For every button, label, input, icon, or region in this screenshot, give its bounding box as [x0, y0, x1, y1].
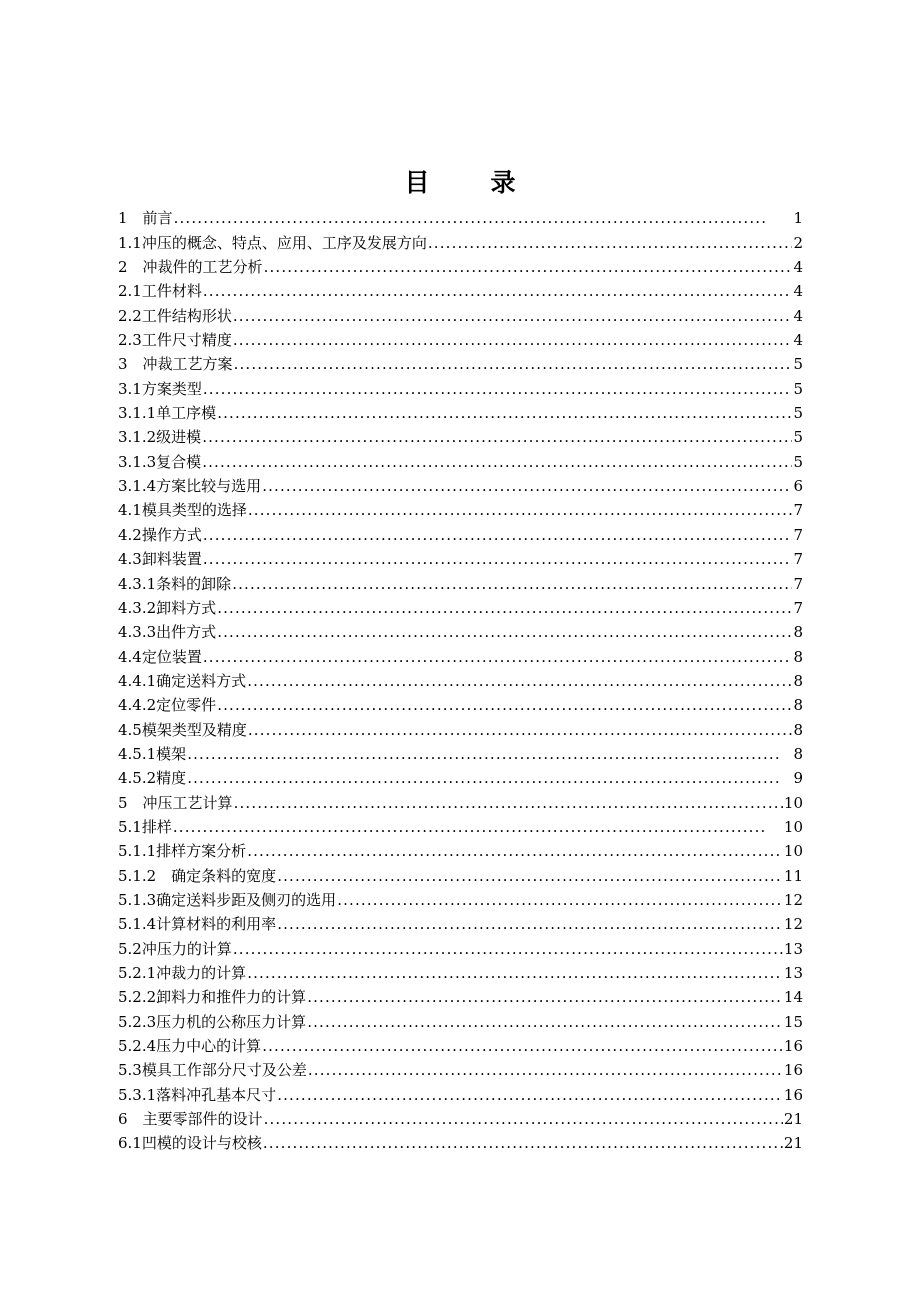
toc-page-number: 4 [793, 306, 803, 325]
toc-entry-number: 4.1 [118, 501, 142, 520]
toc-entry-label: 方案类型 [141, 379, 202, 398]
toc-dot-leader [277, 914, 783, 934]
toc-entry-label: 排样 [141, 817, 172, 836]
toc-dot-leader [233, 306, 793, 326]
toc-entry[interactable] [118, 1056, 803, 1080]
toc-entry[interactable] [118, 642, 803, 666]
toc-entry[interactable] [118, 447, 803, 471]
toc-entry-label: 工件尺寸精度 [141, 331, 232, 350]
toc-page-number: 5 [793, 452, 803, 471]
toc-dot-leader [264, 257, 793, 277]
toc-page-number: 8 [793, 647, 803, 666]
toc-entry-label: 冲压工艺计算 [142, 793, 233, 812]
toc-page-number: 10 [783, 793, 803, 812]
toc-page-number: 8 [793, 623, 803, 642]
toc-dot-leader [217, 622, 792, 642]
toc-entry[interactable] [118, 1007, 803, 1031]
toc-entry-label: 确定送料方式 [156, 671, 247, 690]
toc-entry-label: 确定条料的宽度 [171, 866, 277, 885]
toc-page-number: 1 [793, 209, 803, 228]
toc-entry-number: 3 [118, 355, 143, 374]
toc-dot-leader [262, 1036, 783, 1056]
toc-entry-number: 2.1 [118, 282, 142, 301]
toc-entry[interactable] [118, 691, 803, 715]
toc-dot-leader [263, 1133, 783, 1153]
toc-entry-label: 模具工作部分尺寸及公差 [141, 1061, 307, 1080]
toc-entry-label: 模架 [156, 744, 187, 763]
toc-entry[interactable] [118, 910, 803, 934]
toc-entry[interactable] [118, 1105, 803, 1129]
toc-page-number: 7 [793, 501, 803, 520]
toc-dot-leader [187, 768, 792, 788]
toc-entry-label: 确定送料步距及侧刃的选用 [156, 890, 337, 909]
toc-entry[interactable] [118, 813, 803, 837]
toc-page-number: 7 [793, 598, 803, 617]
toc-dot-leader [233, 330, 793, 350]
toc-entry[interactable] [118, 861, 803, 885]
toc-entry-number: 5.2.3 [118, 1012, 157, 1031]
toc-entry-number: 4.3.1 [118, 574, 157, 593]
toc-page-number: 4 [793, 258, 803, 277]
toc-entry-label: 精度 [156, 769, 187, 788]
toc-entry[interactable] [118, 764, 803, 788]
toc-entry[interactable] [118, 569, 803, 593]
toc-entry-number: 5.1.2 [118, 866, 172, 885]
toc-dot-leader [428, 233, 793, 253]
toc-entry-label: 压力中心的计算 [156, 1037, 262, 1056]
toc-entry-label: 工件结构形状 [141, 306, 232, 325]
toc-dot-leader [173, 817, 783, 837]
toc-entry[interactable] [118, 326, 803, 350]
toc-entry-label: 级进模 [156, 428, 202, 447]
toc-dot-leader [203, 549, 793, 569]
toc-entry[interactable] [118, 399, 803, 423]
toc-entry[interactable] [118, 1032, 803, 1056]
toc-entry-number: 5 [118, 793, 143, 812]
toc-entry[interactable] [118, 618, 803, 642]
toc-dot-leader [307, 987, 783, 1007]
toc-entry-label: 冲裁工艺方案 [142, 355, 233, 374]
toc-entry-number: 5.3.1 [118, 1085, 157, 1104]
toc-page-number: 4 [793, 282, 803, 301]
toc-entry-label: 卸料力和推件力的计算 [156, 988, 307, 1007]
toc-entry-number: 3.1.1 [118, 404, 157, 423]
toc-page-number: 7 [793, 574, 803, 593]
toc-dot-leader [264, 1109, 783, 1129]
toc-page-number: 5 [793, 355, 803, 374]
toc-entry-number: 4.3.3 [118, 623, 157, 642]
toc-entry[interactable] [118, 1129, 803, 1153]
toc-entry-number: 6.1 [118, 1134, 142, 1153]
toc-entry-label: 单工序模 [156, 404, 217, 423]
toc-page-number: 10 [783, 842, 803, 861]
toc-dot-leader [248, 500, 793, 520]
toc-dot-leader [232, 574, 792, 594]
toc-entry-number: 2.2 [118, 306, 142, 325]
toc-entry-number: 3.1 [118, 379, 142, 398]
toc-entry-label: 方案比较与选用 [156, 477, 262, 496]
toc-page-number: 15 [783, 1012, 803, 1031]
toc-entry-number: 5.2.4 [118, 1037, 157, 1056]
toc-entry-number: 5.3 [118, 1061, 142, 1080]
toc-entry-number: 4.4.1 [118, 671, 157, 690]
toc-entry-number: 5.2 [118, 939, 142, 958]
toc-dot-leader [202, 427, 792, 447]
toc-entry[interactable] [118, 715, 803, 739]
toc-dot-leader [307, 1012, 783, 1032]
toc-entry-label: 落料冲孔基本尺寸 [156, 1085, 277, 1104]
toc-entry-label: 工件材料 [141, 282, 202, 301]
toc-page-number: 5 [793, 428, 803, 447]
toc-page-number: 13 [783, 939, 803, 958]
toc-entry-number: 3.1.2 [118, 428, 157, 447]
toc-dot-leader [262, 476, 792, 496]
toc-dot-leader [187, 744, 792, 764]
toc-page-number: 12 [783, 890, 803, 909]
toc-entry-label: 出件方式 [156, 623, 217, 642]
toc-entry-label: 模架类型及精度 [141, 720, 247, 739]
toc-entry-number: 6 [118, 1110, 143, 1129]
toc-entry-number: 4.5.1 [118, 744, 157, 763]
toc-page-number: 16 [783, 1061, 803, 1080]
toc-entry-number: 4.5 [118, 720, 142, 739]
toc-entry[interactable] [118, 959, 803, 983]
toc-entry-label: 条料的卸除 [156, 574, 232, 593]
toc-dot-leader [203, 379, 793, 399]
toc-entry[interactable] [118, 983, 803, 1007]
toc-entry-number: 2 [118, 258, 143, 277]
toc-dot-leader [337, 890, 783, 910]
toc-dot-leader [247, 671, 792, 691]
table-of-contents [118, 204, 803, 1153]
toc-entry[interactable] [118, 788, 803, 812]
toc-dot-leader [247, 841, 783, 861]
toc-page-number: 10 [783, 817, 803, 836]
toc-dot-leader [247, 963, 783, 983]
toc-entry[interactable] [118, 594, 803, 618]
toc-page-number: 5 [793, 404, 803, 423]
toc-page-number: 5 [793, 379, 803, 398]
toc-dot-leader [234, 793, 783, 813]
toc-entry-label: 排样方案分析 [156, 842, 247, 861]
toc-title: 目 录 [404, 168, 534, 197]
toc-entry-number: 5.1.1 [118, 842, 157, 861]
toc-page-number: 8 [793, 744, 803, 763]
toc-entry-number: 4.2 [118, 525, 142, 544]
toc-entry[interactable] [118, 374, 803, 398]
toc-entry-number: 2.3 [118, 331, 142, 350]
toc-entry[interactable] [118, 837, 803, 861]
toc-entry[interactable] [118, 886, 803, 910]
toc-page-number: 11 [783, 866, 803, 885]
toc-entry-number: 4.4.2 [118, 696, 157, 715]
toc-entry[interactable] [118, 740, 803, 764]
toc-entry-label: 主要零部件的设计 [142, 1110, 263, 1129]
toc-dot-leader [248, 720, 793, 740]
toc-dot-leader [217, 598, 792, 618]
toc-entry[interactable] [118, 520, 803, 544]
toc-entry[interactable] [118, 350, 803, 374]
toc-page-number: 8 [793, 696, 803, 715]
toc-entry[interactable] [118, 423, 803, 447]
toc-dot-leader [203, 647, 793, 667]
toc-page-number: 8 [793, 671, 803, 690]
toc-entry-number: 5.2.2 [118, 988, 157, 1007]
toc-entry[interactable] [118, 228, 803, 252]
toc-entry-label: 卸料方式 [156, 598, 217, 617]
toc-entry-number: 4.4 [118, 647, 142, 666]
toc-entry-label: 定位装置 [141, 647, 202, 666]
toc-page-number: 4 [793, 331, 803, 350]
toc-entry-label: 冲压的概念、特点、应用、工序及发展方向 [141, 233, 427, 252]
toc-entry[interactable] [118, 253, 803, 277]
toc-entry-label: 前言 [142, 209, 173, 228]
toc-entry[interactable] [118, 204, 803, 228]
toc-entry-label: 定位零件 [156, 696, 217, 715]
toc-page-number: 8 [793, 720, 803, 739]
toc-page-number: 12 [783, 915, 803, 934]
toc-entry-label: 模具类型的选择 [141, 501, 247, 520]
toc-dot-leader [308, 1060, 783, 1080]
toc-entry-number: 5.1 [118, 817, 142, 836]
toc-entry[interactable] [118, 1080, 803, 1104]
toc-entry[interactable] [118, 667, 803, 691]
toc-entry-number: 1.1 [118, 233, 142, 252]
toc-entry-number: 5.2.1 [118, 964, 157, 982]
toc-entry-number: 4.3 [118, 550, 142, 569]
toc-entry-number: 3.1.3 [118, 452, 157, 471]
toc-entry-label: 计算材料的利用率 [156, 915, 277, 934]
toc-entry-number: 1 [118, 209, 143, 228]
toc-page-number: 7 [793, 525, 803, 544]
toc-entry-number: 4.5.2 [118, 769, 157, 788]
toc-entry-label: 凹模的设计与校核 [141, 1134, 262, 1153]
toc-entry-number: 5.1.4 [118, 915, 157, 934]
toc-entry-label: 冲裁力的计算 [156, 964, 247, 982]
toc-entry[interactable] [118, 472, 803, 496]
toc-entry[interactable] [118, 934, 803, 958]
toc-page-number: 6 [793, 477, 803, 496]
toc-page-number: 14 [783, 988, 803, 1007]
toc-dot-leader [217, 695, 792, 715]
toc-entry-number: 4.3.2 [118, 598, 157, 617]
toc-page-number: 7 [793, 550, 803, 569]
toc-page-number: 16 [783, 1085, 803, 1104]
toc-dot-leader [233, 939, 783, 959]
toc-entry[interactable] [118, 496, 803, 520]
toc-entry-label: 冲裁件的工艺分析 [142, 258, 263, 277]
toc-entry[interactable] [118, 545, 803, 569]
toc-entry[interactable] [118, 301, 803, 325]
toc-page-number: 16 [783, 1037, 803, 1056]
toc-page-number: 21 [783, 1110, 803, 1129]
toc-dot-leader [202, 452, 792, 472]
toc-entry-label: 卸料装置 [141, 550, 202, 569]
toc-entry-label: 冲压力的计算 [141, 939, 232, 958]
toc-entry[interactable] [118, 277, 803, 301]
toc-entry-label: 压力机的公称压力计算 [156, 1012, 307, 1031]
toc-dot-leader [277, 866, 783, 886]
toc-page-number: 9 [793, 769, 803, 788]
toc-page-number: 21 [783, 1134, 803, 1153]
toc-page-number: 13 [783, 964, 803, 982]
toc-entry-number: 3.1.4 [118, 477, 157, 496]
toc-dot-leader [174, 208, 793, 228]
toc-page-number: 2 [793, 233, 803, 252]
toc-dot-leader [203, 281, 793, 301]
toc-dot-leader [203, 525, 793, 545]
toc-dot-leader [234, 354, 793, 374]
toc-entry-label: 复合模 [156, 452, 202, 471]
toc-entry-label: 操作方式 [141, 525, 202, 544]
toc-dot-leader [217, 403, 792, 423]
toc-entry-number: 5.1.3 [118, 890, 157, 909]
toc-dot-leader [277, 1085, 783, 1105]
